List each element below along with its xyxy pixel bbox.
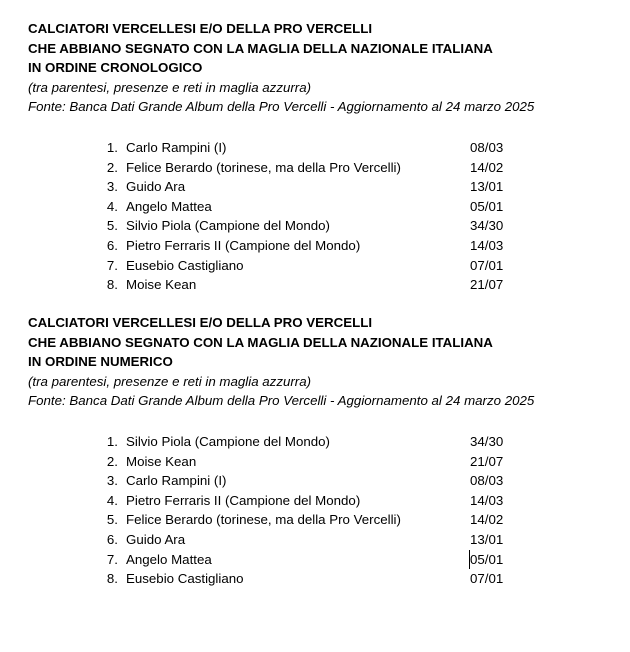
list-item (28, 177, 618, 197)
list-item (28, 216, 618, 236)
player-name: Carlo Rampini (I) (126, 473, 227, 489)
player-name: Angelo Mattea (126, 551, 212, 567)
list-item (28, 550, 618, 570)
player-stats: 21/07 (470, 453, 504, 469)
list-number: 2. (106, 159, 118, 175)
player-name: Pietro Ferraris II (Campione del Mondo) (126, 237, 361, 253)
list-number: 4. (106, 198, 118, 214)
list-number: 8. (106, 277, 118, 293)
player-name: Silvio Piola (Campione del Mondo) (126, 218, 330, 234)
list-number: 3. (106, 473, 118, 489)
list-item (28, 432, 618, 452)
player-name: Silvio Piola (Campione del Mondo) (126, 433, 330, 449)
player-stats: 08/03 (470, 473, 504, 489)
section-heading-line: CHE ABBIANO SEGNATO CON LA MAGLIA DELLA NAZIONALE ITALIANA (28, 40, 493, 56)
player-list (28, 138, 618, 295)
list-item (28, 256, 618, 276)
player-stats: 08/03 (470, 139, 504, 155)
section-note: (tra parentesi, presenze e reti in maglia azzurra) (28, 373, 312, 389)
section-chronological (28, 19, 618, 295)
list-number: 7. (106, 551, 118, 567)
player-stats: 13/01 (470, 531, 504, 547)
list-number: 1. (106, 139, 118, 155)
section-heading-line: IN ORDINE CRONOLOGICO (28, 60, 203, 76)
list-number: 7. (106, 257, 118, 273)
player-stats: 13/01 (470, 179, 504, 195)
section-note: (tra parentesi, presenze e reti in maglia azzurra) (28, 79, 312, 95)
section-source: Fonte: Banca Dati Grande Album della Pro Vercelli - Aggiornamento al 24 marzo 2025 (28, 393, 535, 409)
list-number: 4. (106, 492, 118, 508)
player-stats: 14/02 (470, 159, 504, 175)
section-heading-line: CALCIATORI VERCELLESI E/O DELLA PRO VERCELLI (28, 21, 373, 36)
list-number: 5. (106, 218, 118, 234)
player-stats: 05/01 (469, 550, 503, 570)
player-name: Guido Ara (126, 179, 186, 195)
list-item (28, 530, 618, 550)
list-item (28, 236, 618, 256)
section-source: Fonte: Banca Dati Grande Album della Pro Vercelli - Aggiornamento al 24 marzo 2025 (28, 99, 535, 115)
list-item (28, 491, 618, 511)
list-number: 8. (106, 571, 118, 587)
list-item (28, 471, 618, 491)
player-stats: 05/01 (470, 198, 504, 214)
player-stats: 07/01 (470, 571, 504, 587)
list-item (28, 158, 618, 178)
section-heading-line: IN ORDINE NUMERICO (28, 354, 173, 370)
list-number: 6. (106, 531, 118, 547)
list-item (28, 452, 618, 472)
player-name: Pietro Ferraris II (Campione del Mondo) (126, 492, 361, 508)
list-number: 1. (106, 433, 118, 449)
list-number: 6. (106, 237, 118, 253)
player-name: Eusebio Castigliano (126, 571, 244, 587)
player-stats: 34/30 (470, 433, 504, 449)
player-name: Carlo Rampini (I) (126, 139, 227, 155)
section-heading-line: CALCIATORI VERCELLESI E/O DELLA PRO VERCELLI (28, 315, 373, 330)
player-name: Angelo Mattea (126, 198, 212, 214)
section-heading-line: CHE ABBIANO SEGNATO CON LA MAGLIA DELLA NAZIONALE ITALIANA (28, 334, 493, 350)
list-number: 2. (106, 453, 118, 469)
list-item (28, 510, 618, 530)
list-number: 5. (106, 512, 118, 528)
player-name: Guido Ara (126, 531, 186, 547)
player-stats: 21/07 (470, 277, 504, 293)
player-name: Moise Kean (126, 277, 197, 293)
player-list (28, 432, 618, 589)
list-number: 3. (106, 179, 118, 195)
list-item (28, 569, 618, 589)
player-name: Felice Berardo (torinese, ma della Pro Vercelli) (126, 159, 401, 175)
player-stats: 14/02 (470, 512, 504, 528)
list-item (28, 197, 618, 217)
list-item (28, 275, 618, 295)
player-name: Felice Berardo (torinese, ma della Pro Vercelli) (126, 512, 401, 528)
player-name: Moise Kean (126, 453, 197, 469)
player-stats: 14/03 (470, 237, 504, 253)
player-stats: 07/01 (470, 257, 504, 273)
player-stats: 34/30 (470, 218, 504, 234)
player-name: Eusebio Castigliano (126, 257, 244, 273)
section-numeric (28, 313, 618, 589)
list-item (28, 138, 618, 158)
player-stats: 14/03 (470, 492, 504, 508)
